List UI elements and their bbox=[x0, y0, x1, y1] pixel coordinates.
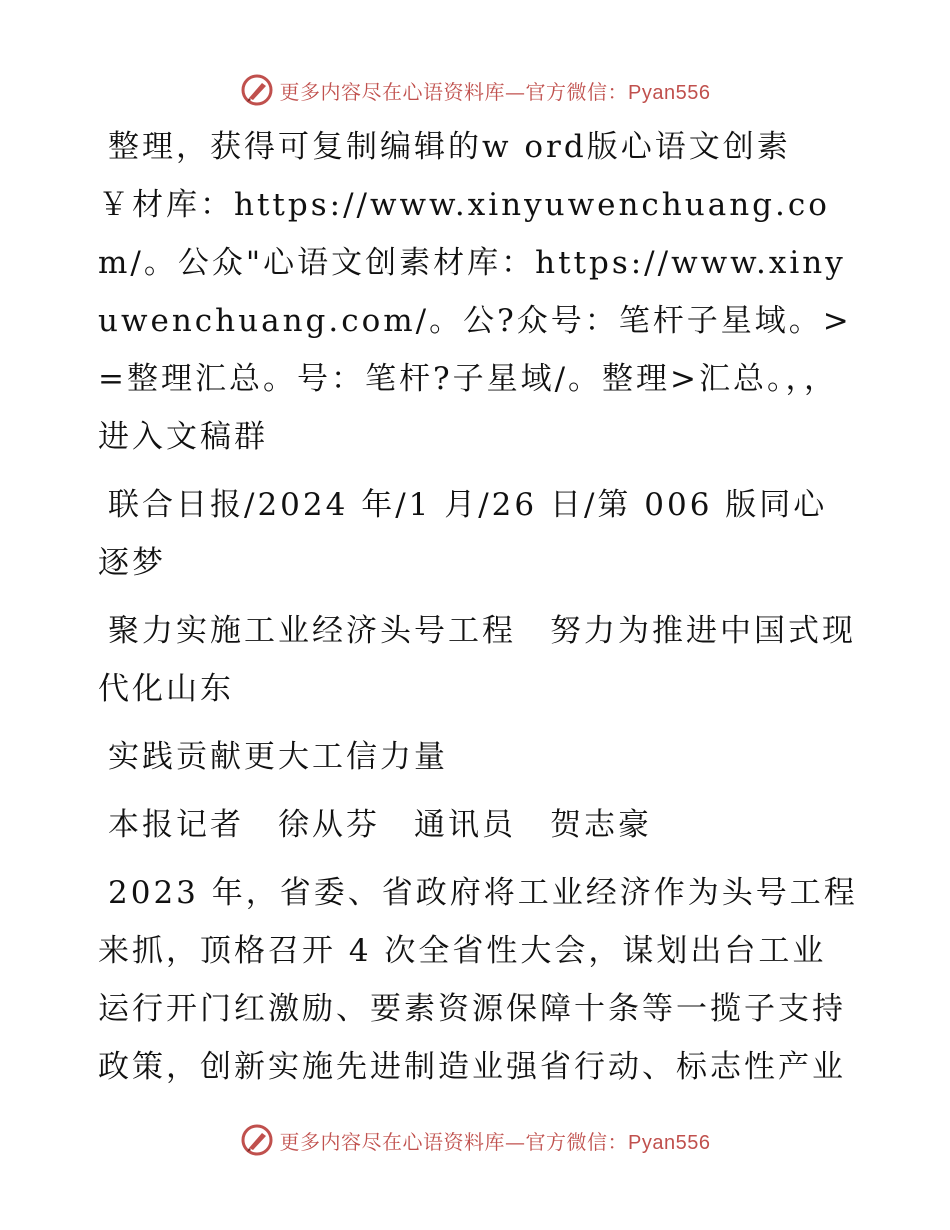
body-paragraph: 2023 年，省委、省政府将工业经济作为头号工程来抓，顶格召开 4 次全省性大会，谋划出台工业运行开门红激励、要素资源保障十条等一揽子支持政策，创新实施先进制造业强省行动、标志性产业 bbox=[98, 875, 858, 1085]
source-line: 联合日报/2024 年/1 月/26 日/第 006 版同心逐梦 bbox=[98, 487, 828, 581]
banner-wechat-id: Pyan556 bbox=[628, 1131, 711, 1154]
intro-paragraph: 整理，获得可复制编辑的w ord版心语文创素￥材库：https://www.xinyuwenchuang.com/。公众"心语文创素材库：https://www.xinyuwenchuang.com/。公?众号：笔杆子星域。>=整理汇总。号：笔杆?子星域/。整理>汇总。，，进入文稿群 bbox=[98, 129, 852, 455]
pen-logo-icon bbox=[240, 1123, 274, 1157]
byline: 本报记者 徐从芬 通讯员 贺志豪 bbox=[108, 807, 652, 843]
article-title: 聚力实施工业经济头号工程 努力为推进中国式现代化山东 bbox=[98, 613, 856, 707]
banner-label: 更多内容尽在心语资料库—官方微信： bbox=[279, 1129, 629, 1154]
document-body bbox=[98, 118, 858, 1106]
banner-text bbox=[280, 1126, 711, 1155]
article-subtitle: 实践贡献更大工信力量 bbox=[108, 739, 448, 775]
banner-text bbox=[280, 76, 711, 105]
footer-watermark-banner bbox=[0, 1120, 950, 1160]
pen-logo-icon bbox=[240, 73, 274, 107]
banner-wechat-id: Pyan556 bbox=[628, 81, 711, 104]
header-watermark-banner bbox=[0, 70, 950, 110]
banner-label: 更多内容尽在心语资料库—官方微信： bbox=[279, 79, 629, 104]
